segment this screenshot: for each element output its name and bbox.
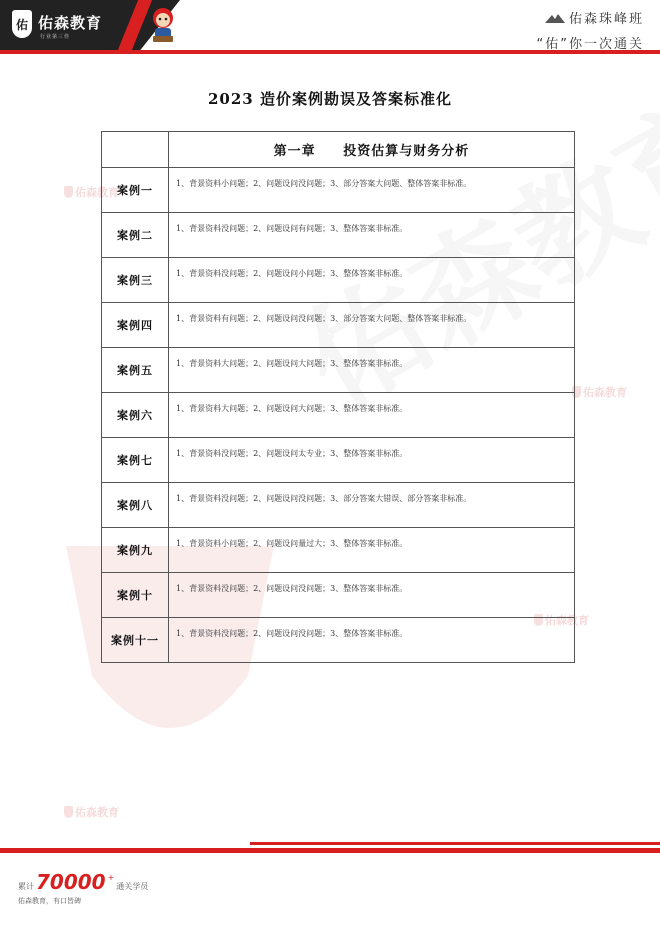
- case-description: 1、背景资料没问题；2、问题设问太专业；3、整体答案非标准。: [169, 438, 575, 483]
- case-label: 案例三: [102, 258, 169, 303]
- case-label: 案例七: [102, 438, 169, 483]
- case-description: 1、背景资料没问题；2、问题设问小问题；3、整体答案非标准。: [169, 258, 575, 303]
- watermark: 佑森教育: [64, 184, 119, 200]
- document-title: 2023 造价案例勘误及答案标准化: [208, 90, 452, 108]
- mountain-icon: [545, 13, 565, 23]
- logo-text: 佑森教育: [38, 14, 103, 32]
- table-row: [102, 438, 575, 483]
- table-row: [102, 213, 575, 258]
- case-description: 1、背景资料没问题；2、问题设问没问题；3、部分答案大错误、部分答案非标准。: [169, 483, 575, 528]
- footer-plus: +: [107, 873, 115, 882]
- case-description: 1、背景资料没问题；2、问题设问没问题；3、整体答案非标准。: [169, 618, 575, 663]
- case-label: 案例一: [102, 168, 169, 213]
- table-row: [102, 573, 575, 618]
- footer-slogan: 佑森教育，有口皆碑: [18, 897, 81, 905]
- logo-icon: 佑: [12, 10, 32, 38]
- table-row: [102, 618, 575, 663]
- case-description: 1、背景资料有问题；2、问题设问没问题；3、部分答案大问题、整体答案非标准。: [169, 303, 575, 348]
- table-row: [102, 528, 575, 573]
- case-description: 1、背景资料没问题；2、问题设问有问题；3、整体答案非标准。: [169, 213, 575, 258]
- footer-prefix: 累计: [18, 882, 34, 891]
- table-row: [102, 168, 575, 213]
- watermark: 佑森教育: [64, 804, 119, 820]
- case-label: 案例四: [102, 303, 169, 348]
- table-header-row: [102, 132, 575, 168]
- logo-subtitle: 行业第三佳: [40, 34, 71, 40]
- case-description: 1、背景资料大问题；2、问题设问大问题；3、整体答案非标准。: [169, 393, 575, 438]
- mascot-icon: [150, 6, 176, 46]
- watermark: 佑森教育: [534, 612, 589, 628]
- case-description: 1、背景资料小问题；2、问题设问量过大；3、整体答案非标准。: [169, 528, 575, 573]
- table-row: [102, 303, 575, 348]
- watermark: 佑森教育: [572, 384, 627, 400]
- table-row: [102, 348, 575, 393]
- case-description: 1、背景资料没问题；2、问题设问没问题；3、整体答案非标准。: [169, 573, 575, 618]
- case-label: 案例五: [102, 348, 169, 393]
- table-row: [102, 258, 575, 303]
- table-row: [102, 483, 575, 528]
- footer-suffix: 通关学员: [116, 882, 149, 891]
- header-empty-cell: [102, 132, 169, 168]
- case-table: [101, 131, 575, 663]
- footer-divider: [0, 848, 660, 853]
- brand-slogan: [537, 8, 644, 52]
- brand-line-2: “佑”你一次通关: [536, 37, 644, 52]
- case-label: 案例十一: [102, 618, 169, 663]
- case-label: 案例六: [102, 393, 169, 438]
- footer-number: 70000: [36, 870, 106, 894]
- footer-stat: [18, 870, 148, 894]
- case-label: 案例十: [102, 573, 169, 618]
- footer-accent-line: [250, 842, 660, 845]
- table-row: [102, 393, 575, 438]
- case-description: 1、背景资料小问题；2、问题设问没问题；3、部分答案大问题、整体答案非标准。: [169, 168, 575, 213]
- case-label: 案例九: [102, 528, 169, 573]
- case-label: 案例八: [102, 483, 169, 528]
- case-label: 案例二: [102, 213, 169, 258]
- case-description: 1、背景资料大问题；2、问题设问大问题；3、整体答案非标准。: [169, 348, 575, 393]
- chapter-title: 第一章 投资估算与财务分析: [169, 132, 575, 168]
- brand-line-1: 佑森珠峰班: [568, 12, 644, 27]
